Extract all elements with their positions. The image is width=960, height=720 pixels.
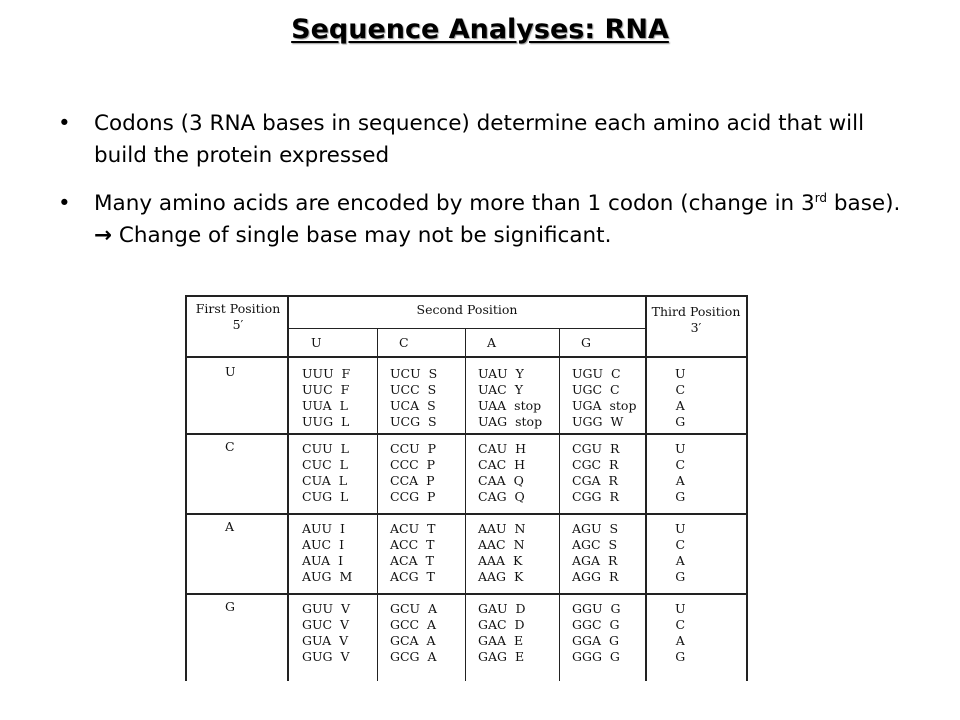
codon-cell	[478, 521, 525, 585]
third-base-label: C	[675, 382, 686, 397]
codon-entry: GGU G	[572, 601, 621, 616]
codon-entry: CAU H	[478, 441, 526, 456]
codon-entry: GAG E	[478, 649, 525, 664]
first-position-header: First Position 5′	[195, 301, 281, 332]
codon-cell	[478, 366, 542, 430]
third-base-column	[675, 366, 686, 430]
third-base-label: G	[675, 569, 686, 584]
column-divider	[377, 329, 378, 681]
column-divider	[645, 295, 647, 681]
codon-entry: AAA K	[478, 553, 523, 568]
table-border-right	[746, 295, 748, 681]
codon-entry: CCC P	[390, 457, 436, 472]
third-base-label: G	[675, 414, 686, 429]
codon-entry: GUC V	[302, 617, 350, 632]
codon-entry: CCA P	[390, 473, 435, 488]
codon-entry: UUA L	[302, 398, 348, 413]
header-divider	[185, 356, 748, 358]
codon-cell	[390, 521, 435, 585]
codon-cell	[572, 441, 619, 505]
third-position-header: Third Position 3′	[651, 304, 741, 335]
column-divider	[559, 329, 560, 681]
codon-entry: GGA G	[572, 633, 619, 648]
row-divider	[185, 593, 748, 595]
codon-cell	[302, 601, 350, 665]
codon-entry: UUU F	[302, 366, 351, 381]
codon-entry: UCG S	[390, 414, 437, 429]
codon-entry: UUG L	[302, 414, 350, 429]
codon-entry: CGA R	[572, 473, 618, 488]
codon-cell	[478, 441, 526, 505]
codon-entry: GUA V	[302, 633, 349, 648]
codon-entry: ACC T	[390, 537, 435, 552]
third-base-label: C	[675, 617, 686, 632]
second-base-label: A	[487, 335, 497, 350]
codon-entry: UCU S	[390, 366, 438, 381]
third-base-label: A	[675, 633, 685, 648]
third-base-label: U	[675, 441, 686, 456]
third-base-label: G	[675, 649, 686, 664]
codon-entry: AAG K	[478, 569, 524, 584]
codon-entry: AUC I	[302, 537, 345, 552]
codon-entry: GCC A	[390, 617, 437, 632]
first-base-label: A	[225, 519, 235, 534]
codon-cell	[302, 521, 352, 585]
codon-cell	[572, 521, 618, 585]
codon-entry: AGC S	[572, 537, 618, 552]
bullet-text: Many amino acids are encoded by more than 1 codon (change in 3rd base). → Change of single base may not be significant.	[94, 190, 901, 248]
codon-entry: CCG P	[390, 489, 436, 504]
codon-cell	[572, 601, 620, 665]
codon-entry: AGA R	[572, 553, 618, 568]
bullet-item	[58, 188, 918, 252]
column-divider	[465, 329, 466, 681]
codon-entry: CAA Q	[478, 473, 524, 488]
codon-entry: CUU L	[302, 441, 349, 456]
codon-entry: GCU A	[390, 601, 438, 616]
codon-entry: AAU N	[478, 521, 526, 536]
codon-entry: UGC C	[572, 382, 620, 397]
bullet-marker: •	[58, 111, 71, 136]
codon-entry: UAC Y	[478, 382, 523, 397]
codon-entry: CUC L	[302, 457, 348, 472]
third-base-label: U	[675, 521, 686, 536]
second-position-divider	[289, 328, 645, 329]
codon-entry: AUG M	[302, 569, 353, 584]
codon-entry: CAG Q	[478, 489, 525, 504]
codon-entry: UGU C	[572, 366, 621, 381]
row-divider	[185, 433, 748, 435]
codon-entry: CCU P	[390, 441, 437, 456]
second-base-label: U	[311, 335, 322, 350]
codon-entry: AGG R	[572, 569, 619, 584]
codon-entry: CUG L	[302, 489, 349, 504]
codon-entry: CUA L	[302, 473, 347, 488]
codon-entry: AGU S	[572, 521, 619, 536]
codon-entry: UAU Y	[478, 366, 524, 381]
codon-entry: UCC S	[390, 382, 437, 397]
codon-entry: AUA I	[302, 553, 344, 568]
codon-entry: UGG W	[572, 414, 624, 429]
third-base-label: A	[675, 398, 685, 413]
codon-entry: UAG stop	[478, 414, 543, 429]
codon-entry: AAC N	[478, 537, 525, 552]
codon-entry: GGC G	[572, 617, 620, 632]
third-base-column	[675, 601, 686, 665]
codon-entry: GCA A	[390, 633, 436, 648]
codon-table	[185, 295, 748, 681]
row-divider	[185, 513, 748, 515]
bullet-list	[58, 108, 918, 268]
codon-entry: GUU V	[302, 601, 351, 616]
third-base-column	[675, 521, 686, 585]
superscript: rd	[814, 190, 828, 205]
third-base-label: G	[675, 489, 686, 504]
codon-cell	[390, 366, 437, 430]
codon-entry: UGA stop	[572, 398, 637, 413]
right-arrow-icon: →	[94, 223, 113, 248]
codon-cell	[572, 366, 636, 430]
bullet-text: Codons (3 RNA bases in sequence) determine each amino acid that will build the protein expressed	[94, 111, 865, 168]
first-base-label: G	[225, 599, 235, 614]
codon-cell	[390, 601, 437, 665]
codon-cell	[302, 441, 349, 505]
codon-entry: GUG V	[302, 649, 350, 664]
codon-entry: GAU D	[478, 601, 526, 616]
second-position-header: Second Position	[416, 302, 518, 317]
codon-entry: UCA S	[390, 398, 436, 413]
codon-entry: GAA E	[478, 633, 524, 648]
table-border-top	[185, 295, 748, 297]
codon-entry: AUU I	[302, 521, 345, 536]
third-base-label: A	[675, 473, 685, 488]
third-base-column	[675, 441, 686, 505]
codon-cell	[302, 366, 350, 430]
third-base-label: C	[675, 457, 686, 472]
codon-entry: GGG G	[572, 649, 620, 664]
codon-entry: ACA T	[390, 553, 434, 568]
codon-entry: ACG T	[390, 569, 435, 584]
column-divider	[287, 295, 289, 681]
codon-entry: CGG R	[572, 489, 619, 504]
bullet-item	[58, 108, 918, 172]
second-base-label: C	[399, 335, 409, 350]
codon-cell	[390, 441, 436, 505]
codon-entry: UUC F	[302, 382, 350, 397]
codon-entry: UAA stop	[478, 398, 542, 413]
first-base-label: U	[225, 364, 236, 379]
codon-entry: CGU R	[572, 441, 620, 456]
table-border-left	[185, 295, 187, 681]
third-base-label: U	[675, 366, 686, 381]
second-base-label: G	[581, 335, 591, 350]
codon-entry: GCG A	[390, 649, 437, 664]
third-base-label: U	[675, 601, 686, 616]
codon-entry: GAC D	[478, 617, 525, 632]
slide-title: Sequence Analyses: RNA	[291, 14, 669, 45]
third-base-label: A	[675, 553, 685, 568]
codon-cell	[478, 601, 526, 665]
codon-entry: CAC H	[478, 457, 526, 472]
first-base-label: C	[225, 439, 235, 454]
codon-entry: ACU T	[390, 521, 436, 536]
codon-entry: CGC R	[572, 457, 619, 472]
third-base-label: C	[675, 537, 686, 552]
bullet-marker: •	[58, 191, 71, 216]
